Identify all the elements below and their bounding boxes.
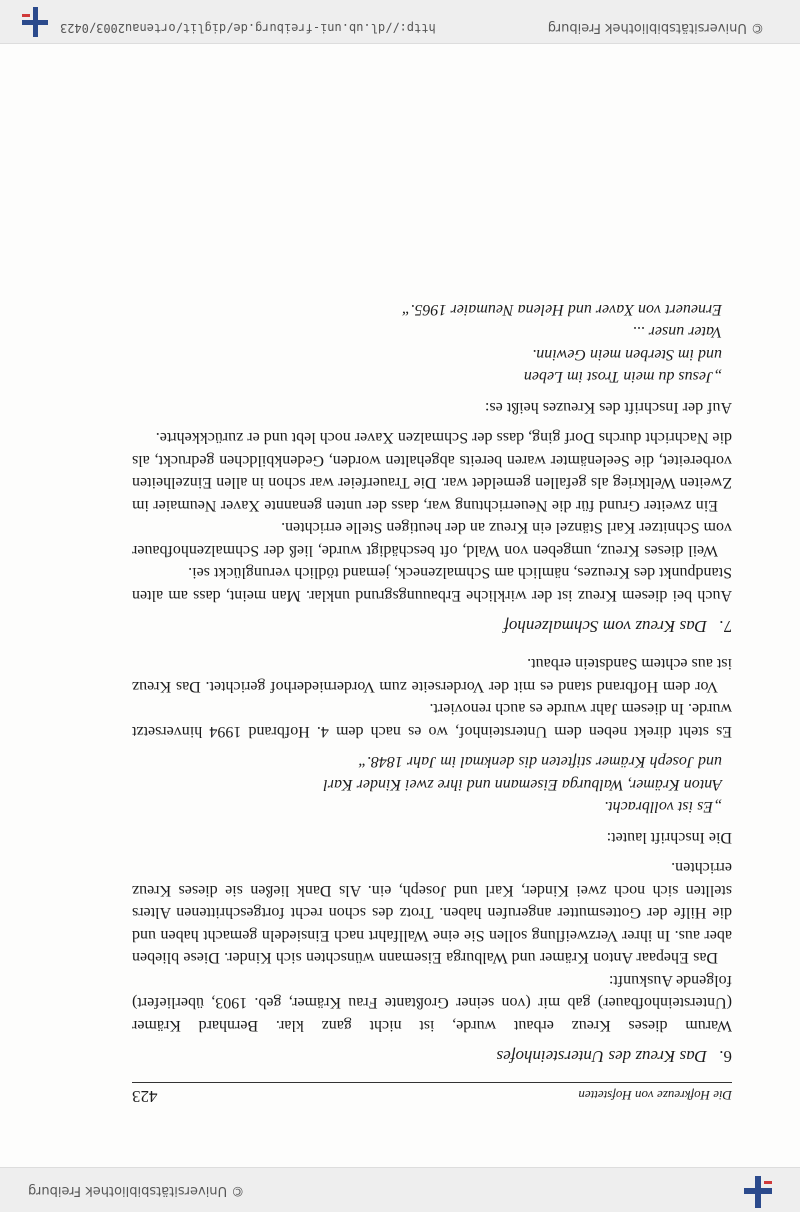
section-7-inscription [132,298,722,388]
viewer-top-bar [0,1167,800,1212]
viewer-bottom-bar [0,0,800,44]
inscription-line: „Jesus du mein Trost im Leben [523,368,722,386]
copyright-credit-bottom: © Universitätsbibliothek Freiburg [547,20,764,35]
section-7-paragraph-1: Auch bei diesem Kreuz ist der wirkliche Erbauungsgrund unklar. Man meint, dass am alten Standpunkt des Kreuzes, nämlich am Schmalzeneck, jemand tödlich verunglückt sei. [132,564,732,604]
inscription-line: und im Sterben mein Gewinn. [532,346,722,363]
section-6-inscription-intro: Die Inschrift lautet: [606,829,732,846]
library-logo-icon [20,5,50,37]
section-7-paragraph-3: Ein zweiter Grund für die Neuerrichtung war, dass der unten genannte Xaver Neumaier im Zweiten Weltkrieg als gefallen gemeldet war. Die Trauerfeier war schon in allen Einzelheiten vorbereitet, die Seelenämter waren bereits abgehalten worden, Gedenkbildchen gedruckt, als die Nachricht durchs Dorf ging, dass der Schmalzen Xaver noch lebt und er zurückkehrte. [132,429,732,514]
section-6-paragraph-3: Es steht direkt neben dem Untersteinhof, wo es nach dem 4. Hofbrand 1994 hinversetzt wurde. In diesem Jahr wurde es auch renoviert. [132,700,732,740]
section-6-heading [132,1046,732,1066]
page-content [132,298,732,1107]
copyright-credit-top: © Universitätsbibliothek Freiburg [28,1183,245,1198]
section-7-number: 7. [719,617,732,636]
section-6-inscription [132,750,722,818]
running-head: Die Hofkreuze von Hofstetten [578,1088,732,1103]
library-logo-icon [740,1172,776,1208]
section-7-inscription-intro: Auf der Inschrift des Kreuzes heißt es: [484,399,732,416]
section-6-paragraph-4: Vor dem Hofbrand stand es mit der Vorderseite zum Vorderniederhof gerichtet. Das Kreuz ist aus echtem Sandstein erbaut. [132,655,732,695]
inscription-line: Erneuert von Xaver und Helena Neumaier 1965.“ [401,301,722,318]
page-url[interactable]: http://dl.ub.uni-freiburg.de/diglit/ortenau2003/0423 [60,21,436,35]
section-6-paragraph-2: Das Ehepaar Anton Krämer und Walburga Eisemann wünschten sich Kinder. Diese blieben aber aus. In ihrer Verzweiflung sollen Sie eine Wallfahrt nach Einsiedeln gemacht haben und die Hilfe der Gottesmutter angerufen haben. Trotz des schon recht fortgeschrittenen Alters stellten sich noch zwei Kinder, Karl und Joseph, ein. Als Dank ließen sie dieses Kreuz errichten. [132,859,732,967]
page-header [132,1082,732,1106]
inscription-line: und Joseph Krämer stifteten dis denkmal im Jahr 1848.“ [358,753,722,771]
section-6-number: 6. [719,1047,732,1066]
inscription-line: Anton Krämer, Walburga Eisemann und ihre zwei Kinder Karl [323,776,722,793]
inscription-line: Vater unser ... [632,323,722,341]
section-7-title: Das Kreuz vom Schmalzenhof [504,617,707,636]
section-6-paragraph-1: Warum dieses Kreuz erbaut wurde, ist nicht ganz klar. Bernhard Krämer (Untersteinhofbauer) gab mir (von seiner Großtante Frau Krämer, geb. 1903, überliefert) folgende Auskunft: [132,972,732,1034]
inscription-line: „Es ist vollbracht. [604,798,722,816]
section-6-title: Das Kreuz des Untersteinhofes [496,1047,707,1066]
page-number: 423 [132,1087,158,1106]
section-7-paragraph-2: Weil dieses Kreuz, umgeben von Wald, oft beschädigt wurde, ließ der Schmalzenhofbauer vom Schnitzer Karl Stänzel ein Kreuz an der heutigen Stelle errichten. [132,519,732,559]
section-7-heading [132,616,732,636]
